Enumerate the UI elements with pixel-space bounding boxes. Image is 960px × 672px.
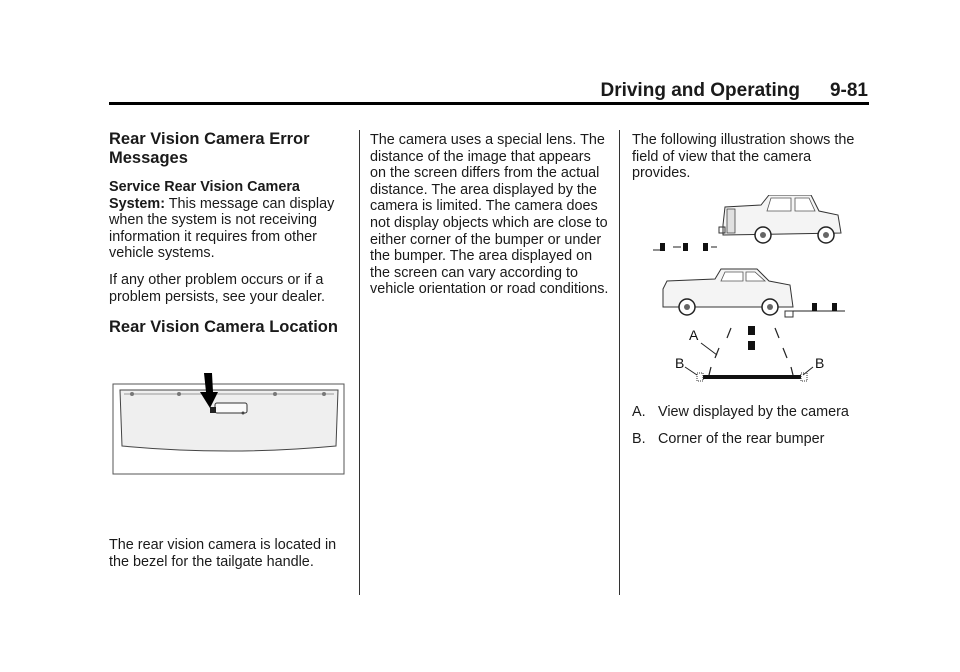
- service-message-paragraph: [109, 179, 349, 262]
- heading-camera-location: Rear Vision Camera Location: [109, 318, 338, 337]
- label-a: A: [689, 327, 699, 343]
- column-divider-2: [619, 130, 620, 595]
- label-b-right: B: [815, 355, 825, 371]
- section-title: Driving and Operating: [600, 80, 800, 101]
- page-number: 9-81: [829, 80, 868, 101]
- camera-lens-paragraph: The camera uses a special lens. The distance of the image that appears on the screen differs from the actual distance. The area displayed by the camera is limited. The camera does not display objects which are close to either corner of the bumper or under the bumper. The area displayed on the screen can vary according to vehicle orientation or road conditions.: [370, 132, 609, 298]
- label-b-left: B: [675, 355, 685, 371]
- truck-rear-view: [719, 195, 841, 243]
- service-message-label: Service Rear Vision Camera System:: [109, 179, 300, 212]
- column-1-caption: [109, 537, 349, 580]
- truck-side-view: [663, 269, 845, 317]
- column-2: [370, 132, 610, 308]
- camera-location-caption: The rear vision camera is located in the bezel for the tailgate handle.: [109, 537, 337, 570]
- legend-key: A.: [632, 404, 646, 420]
- legend-item: [632, 404, 862, 421]
- legend-item: [632, 431, 862, 448]
- heading-error-messages: Rear Vision Camera Error Messages: [109, 130, 310, 167]
- legend-key: B.: [632, 430, 646, 447]
- legend-text: View displayed by the camera: [658, 404, 849, 420]
- legend: [632, 404, 862, 447]
- view-cone: [685, 326, 813, 381]
- field-of-view-diagram: [645, 195, 855, 385]
- column-3: [632, 132, 862, 192]
- tailgate-illustration: [112, 370, 346, 476]
- column-1: [109, 130, 349, 337]
- field-of-view-intro: The following illustration shows the field of view that the camera provides.: [632, 132, 855, 182]
- service-message-text: This message can display when the system is not receiving information it requires from other vehicle systems.: [109, 195, 335, 262]
- upper-bumper-marks: [653, 243, 717, 251]
- problem-paragraph: If any other problem occurs or if a problem persists, see your dealer.: [109, 271, 325, 305]
- column-divider-1: [359, 130, 360, 595]
- header-rule: [109, 102, 869, 105]
- legend-text: Corner of the rear bumper: [658, 430, 825, 447]
